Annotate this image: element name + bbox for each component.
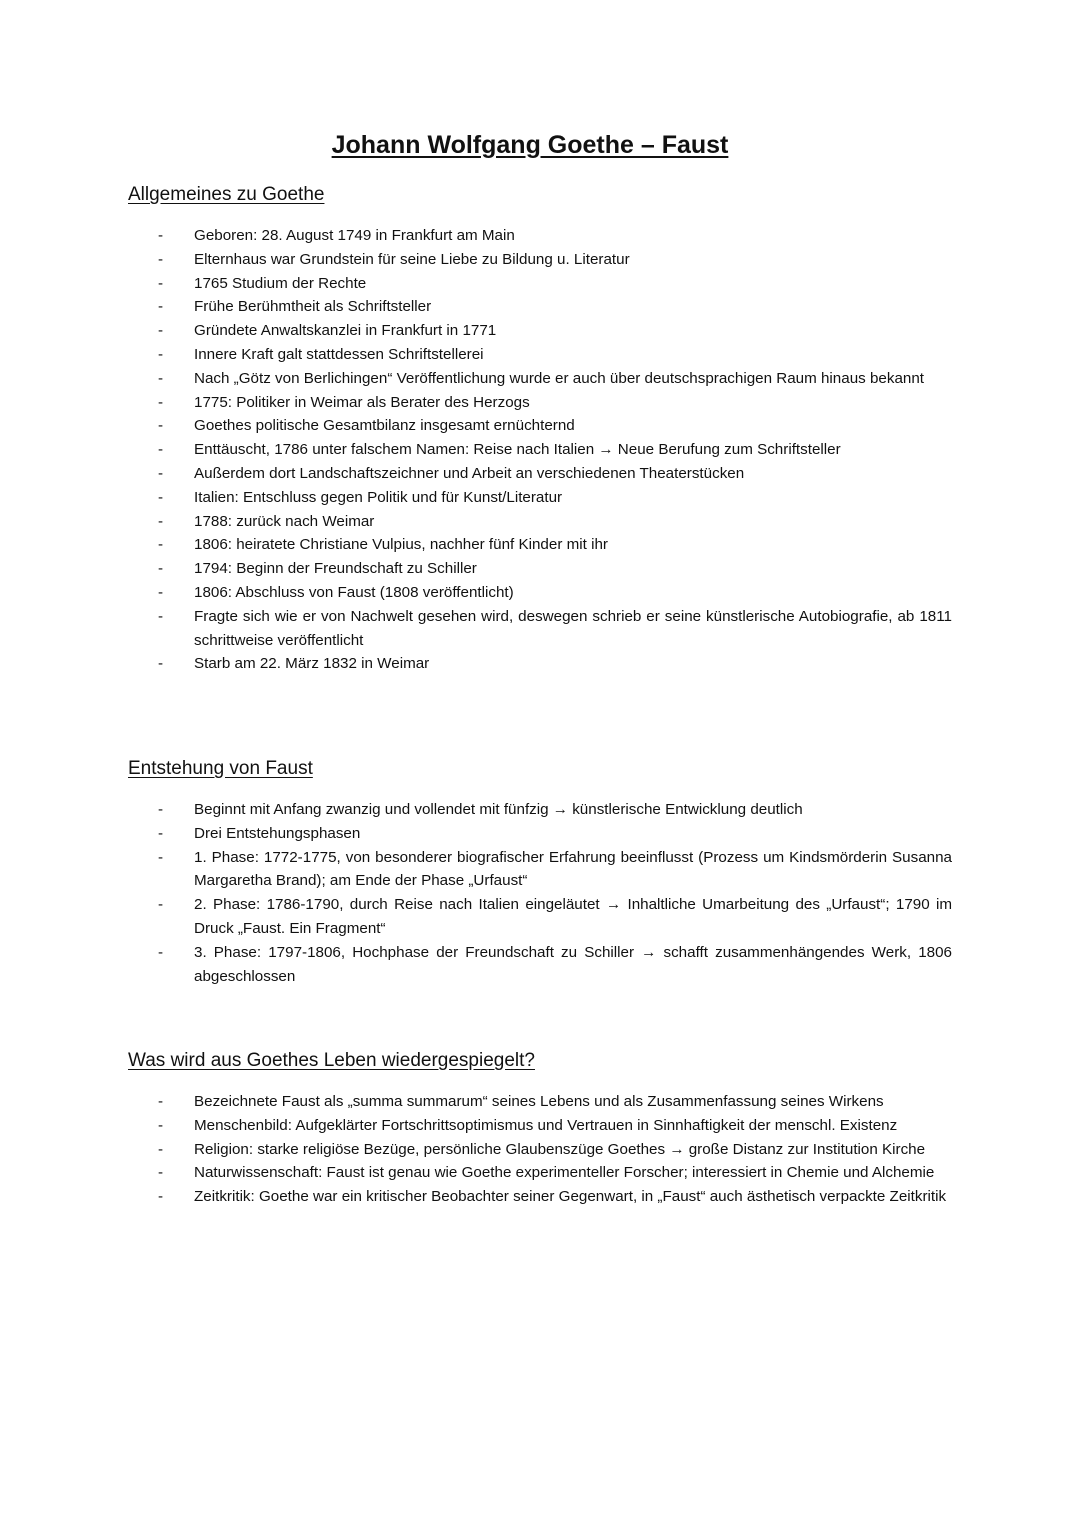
- list-item-text: 1806: Abschluss von Faust (1808 veröffentlicht): [194, 583, 514, 601]
- section-heading: Entstehung von Faust: [128, 758, 313, 779]
- list-item-text: 1. Phase: 1772-1775, von besonderer biografischer Erfahrung beeinflusst (Prozess um Kindsmörderin Susanna Margaretha Brand); am Ende der Phase „Urfaust“: [194, 848, 952, 890]
- list-item-text: 2. Phase: 1786-1790, durch Reise nach Italien eingeläutet → Inhaltliche Umarbeitung des „Urfaust“; 1790 im Druck „Faust. Ein Fragment“: [194, 896, 952, 937]
- bullet-dash: -: [158, 896, 164, 914]
- list-item-text: Religion: starke religiöse Bezüge, persönliche Glaubenszüge Goethes → große Distanz zur Institution Kirche: [194, 1140, 926, 1158]
- list-item-text: 1806: heiratete Christiane Vulpius, nachher fünf Kinder mit ihr: [194, 536, 608, 554]
- bullet-dash: -: [158, 1188, 164, 1206]
- bullet-dash: -: [158, 536, 164, 554]
- bullet-list: [128, 224, 952, 676]
- list-item-text: 3. Phase: 1797-1806, Hochphase der Freundschaft zu Schiller → schafft zusammenhängendes Werk, 1806 abgeschlossen: [194, 943, 952, 985]
- list-item-text: Bezeichnete Faust als „summa summarum“ seines Lebens und als Zusammenfassung seines Wirkens: [194, 1093, 884, 1110]
- list-item-text: Gründete Anwaltskanzlei in Frankfurt in 1771: [194, 322, 497, 340]
- bullet-dash: -: [158, 464, 164, 482]
- list-item: [128, 224, 952, 248]
- list-item: [128, 605, 952, 653]
- bullet-dash: -: [158, 655, 164, 673]
- list-item-text: Frühe Berühmtheit als Schriftsteller: [194, 298, 432, 316]
- list-item: [128, 1185, 952, 1209]
- list-item-text: Außerdem dort Landschaftszeichner und Arbeit an verschiedenen Theaterstücken: [194, 464, 745, 482]
- list-item-text: 1765 Studium der Rechte: [194, 274, 367, 292]
- bullet-dash: -: [158, 801, 164, 818]
- list-item: [128, 343, 952, 367]
- list-item-text: Elternhaus war Grundstein für seine Liebe zu Bildung u. Literatur: [194, 250, 630, 268]
- list-item: [128, 486, 952, 510]
- section-allgemeines: [128, 182, 952, 676]
- bullet-dash: -: [158, 488, 164, 506]
- bullet-dash: -: [158, 393, 164, 411]
- list-item: [128, 1114, 952, 1138]
- list-item: [128, 557, 952, 581]
- bullet-dash: -: [158, 848, 164, 866]
- list-item-text: Goethes politische Gesamtbilanz insgesamt ernüchternd: [194, 417, 575, 435]
- bullet-list: [128, 1090, 952, 1209]
- list-item: [128, 941, 952, 989]
- list-item-text: Naturwissenschaft: Faust ist genau wie Goethe experimenteller Forscher; interessiert in Chemie und Alchemie: [194, 1164, 935, 1182]
- section-heading: Allgemeines zu Goethe: [128, 184, 325, 205]
- bullet-dash: -: [158, 345, 164, 363]
- list-item: [128, 367, 952, 391]
- bullet-dash: -: [158, 512, 164, 530]
- list-item: [128, 581, 952, 605]
- bullet-dash: -: [158, 1093, 164, 1110]
- list-item-text: Innere Kraft galt stattdessen Schriftstellerei: [194, 345, 484, 363]
- list-item: [128, 1090, 952, 1114]
- bullet-dash: -: [158, 1116, 164, 1134]
- bullet-dash: -: [158, 369, 164, 387]
- bullet-dash: -: [158, 250, 164, 268]
- list-item-text: 1775: Politiker in Weimar als Berater des Herzogs: [194, 393, 530, 411]
- list-item: [128, 462, 952, 486]
- list-item-text: Menschenbild: Aufgeklärter Fortschrittsoptimismus und Vertrauen in Sinnhaftigkeit der menschl. Existenz: [194, 1116, 898, 1134]
- list-item: [128, 319, 952, 343]
- bullet-dash: -: [158, 274, 164, 292]
- list-item: [128, 248, 952, 272]
- list-item: [128, 272, 952, 296]
- list-item: [128, 533, 952, 557]
- bullet-dash: -: [158, 824, 164, 842]
- bullet-list: [128, 798, 952, 988]
- bullet-dash: -: [158, 607, 164, 625]
- list-item-text: Drei Entstehungsphasen: [194, 824, 361, 842]
- section-heading: Was wird aus Goethes Leben wiedergespiegelt?: [128, 1050, 535, 1071]
- bullet-dash: -: [158, 583, 164, 601]
- list-item-text: Enttäuscht, 1786 unter falschem Namen: Reise nach Italien → Neue Berufung zum Schriftsteller: [194, 441, 841, 459]
- list-item-text: Nach „Götz von Berlichingen“ Veröffentlichung wurde er auch über deutschsprachigen Raum hinaus bekannt: [194, 369, 925, 387]
- bullet-dash: -: [158, 1164, 164, 1182]
- list-item-text: Fragte sich wie er von Nachwelt gesehen wird, deswegen schrieb er seine künstlerische Autobiografie, ab 1811 schrittweise veröffentlicht: [194, 607, 952, 649]
- bullet-dash: -: [158, 417, 164, 435]
- bullet-dash: -: [158, 1140, 164, 1158]
- list-item: [128, 822, 952, 846]
- list-item: [128, 1138, 952, 1162]
- list-item: [128, 438, 952, 462]
- section-wiedergespiegelt: [128, 1048, 952, 1209]
- document-title: Johann Wolfgang Goethe – Faust: [331, 131, 729, 159]
- list-item: [128, 295, 952, 319]
- list-item: [128, 414, 952, 438]
- list-item-text: Italien: Entschluss gegen Politik und für Kunst/Literatur: [194, 488, 563, 506]
- list-item-text: Zeitkritik: Goethe war ein kritischer Beobachter seiner Gegenwart, in „Faust“ auch ästhetisch verpackte Zeitkritik: [194, 1188, 947, 1206]
- bullet-dash: -: [158, 322, 164, 340]
- list-item: [128, 798, 952, 822]
- bullet-dash: -: [158, 298, 164, 316]
- list-item: [128, 510, 952, 534]
- list-item-text: Starb am 22. März 1832 in Weimar: [194, 655, 430, 673]
- bullet-dash: -: [158, 441, 164, 459]
- list-item-text: 1788: zurück nach Weimar: [194, 512, 375, 530]
- list-item: [128, 846, 952, 894]
- list-item: [128, 652, 952, 676]
- bullet-dash: -: [158, 560, 164, 578]
- section-entstehung: [128, 756, 952, 988]
- bullet-dash: -: [158, 227, 164, 244]
- list-item-text: 1794: Beginn der Freundschaft zu Schiller: [194, 560, 477, 578]
- list-item: [128, 1161, 952, 1185]
- list-item: [128, 893, 952, 941]
- bullet-dash: -: [158, 943, 164, 961]
- list-item-text: Geboren: 28. August 1749 in Frankfurt am Main: [194, 227, 515, 244]
- list-item: [128, 391, 952, 415]
- list-item-text: Beginnt mit Anfang zwanzig und vollendet mit fünfzig → künstlerische Entwicklung deutlich: [194, 801, 803, 818]
